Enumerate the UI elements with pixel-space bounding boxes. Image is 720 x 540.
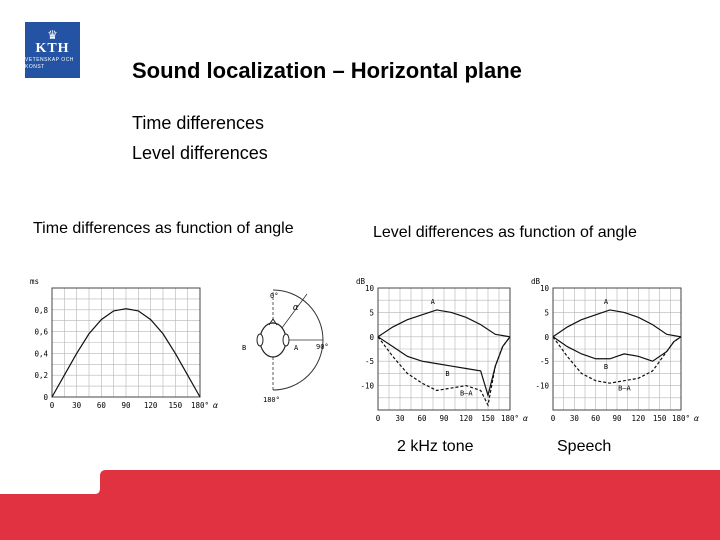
caption-time-differences: Time differences as function of angle [33, 220, 294, 237]
y-tick-label: 0 [544, 332, 549, 342]
footer-shape [0, 470, 720, 540]
y-axis-label: ms [30, 277, 40, 286]
y-tick-label: -5 [364, 357, 374, 367]
x-tick-label: 150 [481, 414, 495, 423]
y-axis-label: dB [531, 277, 541, 286]
y-tick-label: 10 [364, 284, 374, 293]
x-tick-label: 120 [143, 401, 158, 410]
footer-band [0, 470, 720, 540]
x-tick-label: 0 [550, 414, 556, 423]
x-tick-label: 90 [612, 414, 622, 423]
page-title: Sound localization – Horizontal plane [132, 58, 522, 83]
x-tick-label: 180° [190, 401, 210, 410]
y-tick-label: 5 [544, 308, 549, 318]
angle-symbol-label: α [293, 303, 299, 313]
x-tick-label: 0 [375, 414, 381, 423]
x-tick-label: 90 [439, 414, 449, 423]
head-diagram [225, 272, 345, 407]
bullet-time-differences: Time differences [132, 113, 265, 133]
caption-2khz-tone: 2 kHz tone [397, 438, 474, 455]
y-axis-label: dB [356, 277, 366, 286]
y-tick-label: 0,8 [34, 305, 48, 315]
time-difference-chart [30, 270, 220, 415]
caption-level-differences: Level differences as function of angle [373, 224, 637, 241]
y-tick-label: 0 [43, 393, 48, 402]
y-tick-label: 10 [539, 284, 549, 293]
ear-right-icon [283, 334, 289, 346]
y-tick-label: 0,4 [34, 349, 48, 359]
ear-left-label: B [242, 344, 247, 352]
x-tick-label: 0 [49, 401, 55, 410]
x-tick-label: 90 [121, 401, 131, 410]
x-tick-label: 30 [72, 401, 82, 410]
series-label: A [430, 297, 435, 306]
y-tick-label: 5 [369, 308, 374, 318]
ear-left-icon [257, 334, 263, 346]
head-outline [260, 323, 286, 357]
x-axis-label: α [213, 401, 218, 410]
x-tick-label: 60 [591, 414, 601, 423]
crown-icon: ♛ [47, 28, 58, 42]
angle-0-label: 0° [270, 292, 279, 300]
level-difference-chart-tone [356, 272, 535, 427]
logo-text: KTH [35, 41, 70, 56]
x-tick-label: 150 [168, 401, 183, 410]
y-tick-label: -5 [539, 357, 549, 367]
ear-right-label: A [294, 344, 299, 352]
y-tick-label: 0,6 [34, 327, 48, 337]
x-tick-label: 60 [96, 401, 106, 410]
x-tick-label: 30 [569, 414, 579, 423]
angle-180-label: 180° [263, 396, 280, 404]
x-tick-label: 150 [652, 414, 667, 423]
series-label: A [603, 297, 609, 306]
series-label: B–A [618, 384, 631, 393]
caption-speech: Speech [557, 438, 612, 455]
x-tick-label: 180° [671, 414, 691, 423]
x-axis-label: α [694, 414, 699, 423]
y-tick-label: -10 [535, 381, 549, 391]
x-tick-label: 120 [631, 414, 646, 423]
series-label: B [603, 362, 609, 371]
x-tick-label: 120 [459, 414, 473, 423]
logo-subtext: VETENSKAP OCH KONST [25, 57, 74, 70]
y-tick-label: -10 [360, 381, 374, 391]
level-difference-chart-speech [533, 272, 703, 427]
x-tick-label: 60 [417, 414, 427, 423]
series-label: B [445, 370, 450, 379]
y-tick-label: 0 [369, 332, 374, 342]
angle-90-label: 90° [316, 343, 329, 351]
kth-logo [25, 22, 80, 78]
x-tick-label: 180° [500, 414, 520, 423]
x-tick-label: 30 [395, 414, 405, 423]
y-tick-label: 0,2 [34, 371, 48, 381]
x-axis-label: α [523, 414, 528, 423]
bullet-level-differences: Level differences [132, 143, 268, 163]
series-label: B–A [460, 389, 473, 398]
